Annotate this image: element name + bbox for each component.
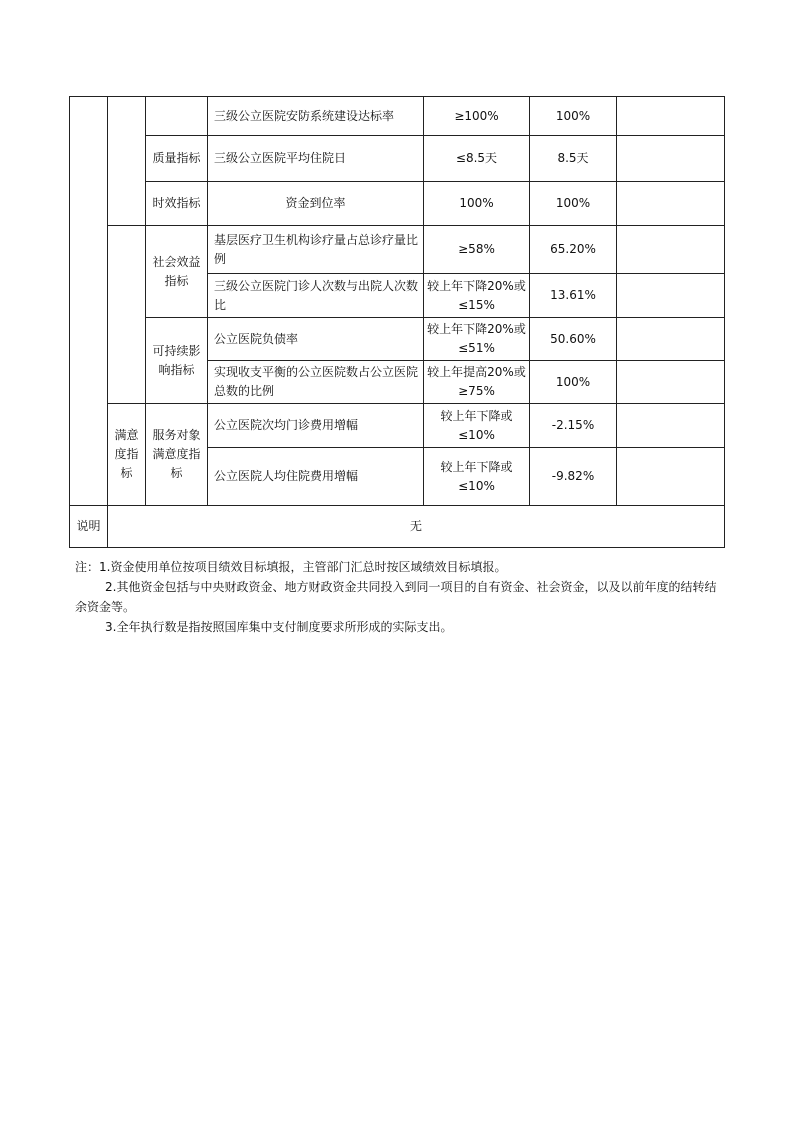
note-label-cell: 说明: [70, 506, 108, 548]
actual-cell: 100%: [530, 361, 617, 404]
footnote-2: 2.其他资金包括与中央财政资金、地方财政资金共同投入到同一项目的自有资金、社会资金，以及以前年度的结转结余资金等。: [75, 580, 717, 614]
table-row: [70, 226, 725, 274]
level3-cell: 社会效益指标: [146, 226, 208, 318]
table-row: [70, 182, 725, 226]
actual-cell: -2.15%: [530, 404, 617, 448]
indicator-cell: 公立医院负债率: [208, 318, 424, 361]
level3-cell: 时效指标: [146, 182, 208, 226]
footnote-1: 注：1.资金使用单位按项目绩效目标填报，主管部门汇总时按区域绩效目标填报。: [75, 560, 507, 574]
target-cell: 较上年下降20%或≤15%: [424, 274, 530, 318]
target-cell: ≥100%: [424, 97, 530, 136]
level3-cell: 服务对象满意度指标: [146, 404, 208, 506]
table-row: [70, 506, 725, 548]
table-row: [70, 136, 725, 182]
remark-cell: [617, 404, 725, 448]
actual-cell: 100%: [530, 97, 617, 136]
indicator-cell: 公立医院人均住院费用增幅: [208, 448, 424, 506]
level3-cell: 可持续影响指标: [146, 318, 208, 404]
remark-cell: [617, 448, 725, 506]
actual-cell: 13.61%: [530, 274, 617, 318]
actual-cell: -9.82%: [530, 448, 617, 506]
remark-cell: [617, 182, 725, 226]
footnotes: [75, 557, 725, 637]
actual-cell: 65.20%: [530, 226, 617, 274]
remark-cell: [617, 97, 725, 136]
table-row: [70, 97, 725, 136]
indicator-cell: 三级公立医院平均住院日: [208, 136, 424, 182]
remark-cell: [617, 318, 725, 361]
actual-cell: 100%: [530, 182, 617, 226]
target-cell: ≤8.5天: [424, 136, 530, 182]
remark-cell: [617, 361, 725, 404]
remark-cell: [617, 226, 725, 274]
performance-table: [69, 96, 725, 548]
indicator-cell: 三级公立医院安防系统建设达标率: [208, 97, 424, 136]
table-row: [70, 404, 725, 448]
target-cell: 100%: [424, 182, 530, 226]
target-cell: 较上年下降或≤10%: [424, 404, 530, 448]
level2-cell: [108, 226, 146, 404]
table-row: [70, 318, 725, 361]
note-value-cell: 无: [108, 506, 725, 548]
level2-cell: 满意度指标: [108, 404, 146, 506]
footnote-3: 3.全年执行数是指按照国库集中支付制度要求所形成的实际支出。: [105, 620, 453, 634]
indicator-cell: 三级公立医院门诊人次数与出院人次数比: [208, 274, 424, 318]
indicator-cell: 实现收支平衡的公立医院数占公立医院总数的比例: [208, 361, 424, 404]
remark-cell: [617, 136, 725, 182]
target-cell: 较上年下降20%或≤51%: [424, 318, 530, 361]
level1-cell: [70, 97, 108, 506]
level3-cell: [146, 97, 208, 136]
target-cell: 较上年提高20%或≥75%: [424, 361, 530, 404]
level3-cell: 质量指标: [146, 136, 208, 182]
remark-cell: [617, 274, 725, 318]
target-cell: ≥58%: [424, 226, 530, 274]
indicator-cell: 资金到位率: [208, 182, 424, 226]
actual-cell: 8.5天: [530, 136, 617, 182]
level2-cell: [108, 97, 146, 226]
actual-cell: 50.60%: [530, 318, 617, 361]
indicator-cell: 公立医院次均门诊费用增幅: [208, 404, 424, 448]
indicator-cell: 基层医疗卫生机构诊疗量占总诊疗量比例: [208, 226, 424, 274]
target-cell: 较上年下降或≤10%: [424, 448, 530, 506]
